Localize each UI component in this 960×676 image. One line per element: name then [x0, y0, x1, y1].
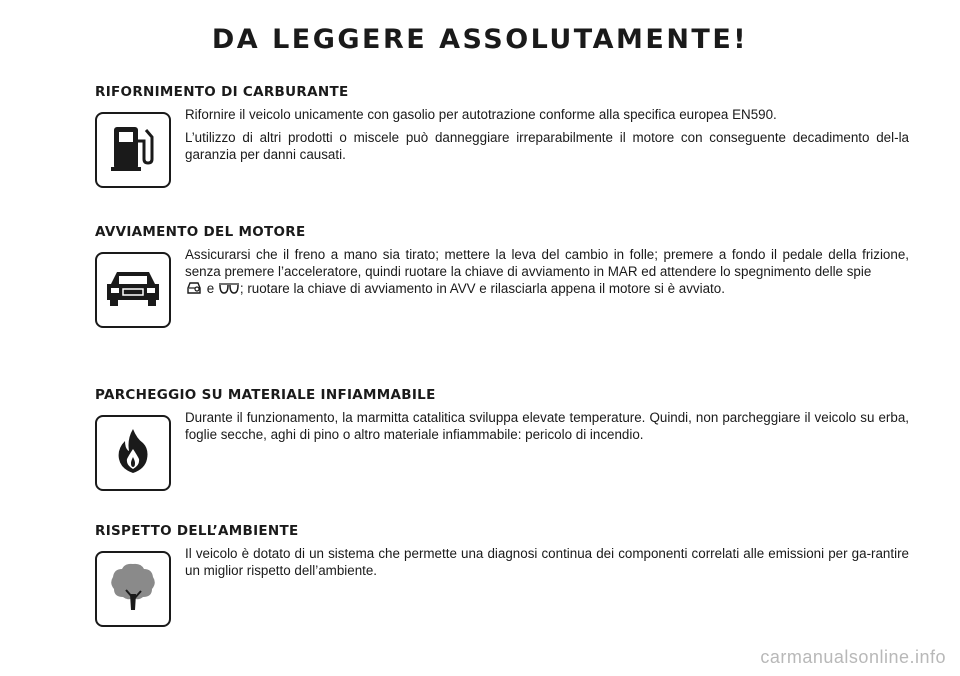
- tree-icon: [108, 560, 158, 618]
- glow-plug-icon: [218, 282, 240, 300]
- car-front-icon: [105, 268, 161, 312]
- engine-icon-box: [95, 252, 171, 328]
- section-heading: PARCHEGGIO SU MATERIALE INFIAMMABILE: [95, 387, 436, 403]
- paragraph: Il veicolo è dotato di un sistema che permette una diagnosi continua dei componenti correlati alle emissioni per ga-rantire un miglior rispetto dell’ambiente.: [185, 546, 909, 578]
- paragraph: [185, 246, 909, 300]
- paragraph: Rifornire il veicolo unicamente con gasolio per autotrazione conforme alla specifica europea EN590.: [185, 107, 777, 122]
- section-parking: [95, 387, 909, 497]
- watermark: carmanualsonline.info: [760, 647, 946, 667]
- parking-icon-box: [95, 415, 171, 491]
- section-heading: RISPETTO DELL’AMBIENTE: [95, 523, 299, 539]
- page-title: DA LEGGERE ASSOLUTAMENTE!: [211, 24, 749, 55]
- section-fuel: [95, 84, 909, 194]
- paragraph: Durante il funzionamento, la marmitta catalitica sviluppa elevate temperature. Quindi, non parcheggiare il veicolo su erba, foglie secche, aghi di pino o altro materiale infiammabile: pericolo di incendio.: [185, 410, 909, 442]
- fuel-pump-icon: [108, 121, 158, 179]
- section-heading: RIFORNIMENTO DI CARBURANTE: [95, 84, 349, 100]
- environment-icon-box: [95, 551, 171, 627]
- section-text: [185, 106, 909, 169]
- section-text: [185, 545, 909, 585]
- section-engine-start: [95, 224, 909, 334]
- inline-text-end: ; ruotare la chiave di avviamento in AVV e rilasciarla appena il motore si è avviato.: [239, 281, 725, 296]
- section-heading: AVVIAMENTO DEL MOTORE: [95, 224, 306, 240]
- section-text: [185, 409, 909, 449]
- fuel-icon-box: [95, 112, 171, 188]
- section-environment: [95, 523, 909, 633]
- inline-text-mid: e: [203, 281, 218, 296]
- section-text: [185, 246, 909, 306]
- flame-icon: [113, 427, 153, 479]
- paragraph: L’utilizzo di altri prodotti o miscele può danneggiare irreparabilmente il motore con conseguente decadimento del-la garanzia per danni causati.: [185, 130, 909, 162]
- immobilizer-warning-icon: [185, 280, 203, 300]
- paragraph-start: Assicurarsi che il freno a mano sia tirato; mettere la leva del cambio in folle; premere a fondo il pedale della frizione, senza premere l’acceleratore, quindi ruotare la chiave di avviamento in MAR ed attendere lo spegnimento delle spie: [185, 247, 909, 279]
